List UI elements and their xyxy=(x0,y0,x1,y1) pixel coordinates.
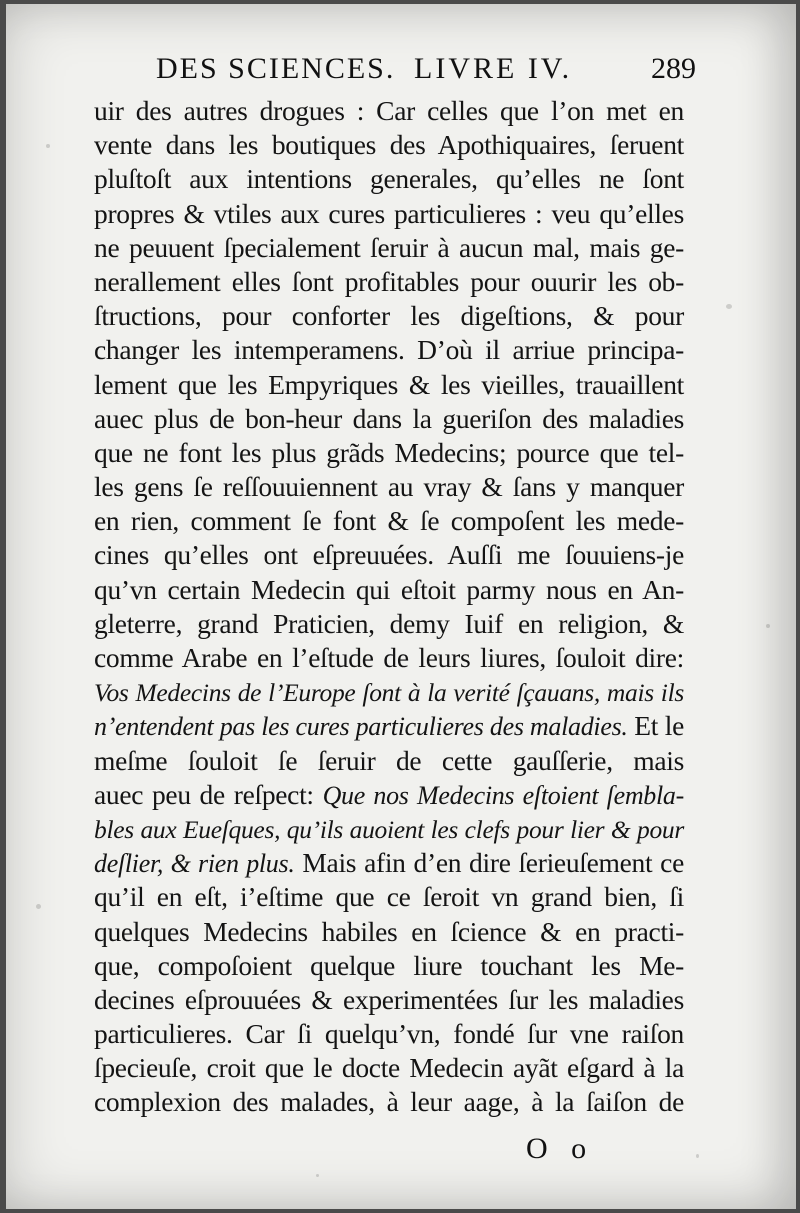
text-line xyxy=(94,983,684,1017)
text-line xyxy=(94,368,684,402)
text-line xyxy=(94,538,684,572)
text-segment: complexion des malades, à leur aage, à la ſaiſon de xyxy=(94,1086,684,1118)
text-line xyxy=(94,128,684,162)
text-line xyxy=(94,470,684,504)
text-line xyxy=(94,162,684,196)
text-segment: auec plus de bon-heur dans la gueriſon des maladies xyxy=(94,402,684,434)
text-segment: les gens ſe reſſouuiennent au vray & ſans y manquer xyxy=(94,471,684,503)
text-line xyxy=(94,949,684,983)
text-line xyxy=(94,915,684,949)
running-head xyxy=(156,52,696,92)
text-line xyxy=(94,333,684,367)
book-page xyxy=(6,4,796,1209)
running-head-title: DES SCIENCES. xyxy=(156,52,396,85)
text-segment: que, compoſoient quelque liure touchant les Me- xyxy=(94,949,684,981)
text-line xyxy=(94,197,684,231)
italic-segment: Vos Medecins de l’Europe ſont à la verité ſçauans, mais ils xyxy=(94,678,684,708)
text-segment: nerallement elles ſont profitables pour ouurir les ob- xyxy=(94,265,684,297)
running-head-book: LIVRE IV. xyxy=(414,52,573,85)
text-segment: propres & vtiles aux cures particulieres : veu qu’elles xyxy=(94,197,684,229)
text-line xyxy=(94,402,684,436)
italic-segment: deſlier, & rien plus. xyxy=(94,849,295,879)
text-segment: comme Arabe en l’eſtude de leurs liures, ſouloit dire: xyxy=(94,642,684,673)
text-line xyxy=(94,573,684,607)
text-segment: que ne font les plus grãds Medecins; pource que tel- xyxy=(94,436,684,468)
italic-segment: bles aux Eueſques, qu’ils auoient les clefs pour lier & pour xyxy=(94,814,684,844)
text-line xyxy=(94,436,684,470)
text-line xyxy=(94,709,684,743)
text-segment: pluſtoſt aux intentions generales, qu’elles ne ſont xyxy=(94,163,684,195)
text-segment: meſme ſouloit ſe ſeruir de cette gauſſerie, mais xyxy=(94,744,684,776)
text-line xyxy=(94,778,684,812)
text-segment: Et le xyxy=(627,710,684,742)
text-segment: ſtructions, pour conforter les digeſtions, & pour xyxy=(94,300,684,332)
text-segment: qu’il en eſt, i’eſtime que ce ſeroit vn grand bien, ſi xyxy=(94,881,684,913)
text-segment: lement que les Empyriques & les vieilles, trauaillent xyxy=(94,368,684,400)
italic-segment: Que nos Medecins eſtoient ſembla- xyxy=(322,780,684,810)
text-line xyxy=(94,675,684,709)
text-segment: changer les intemperamens. D’où il arriue principa- xyxy=(94,334,684,366)
paper-speck xyxy=(36,904,41,909)
text-line xyxy=(94,744,684,778)
text-segment: ſpecieuſe, croit que le docte Medecin ayãt eſgard à la xyxy=(94,1052,684,1084)
text-line xyxy=(94,812,684,846)
text-line xyxy=(94,880,684,914)
text-line xyxy=(94,1051,684,1085)
text-segment: qu’vn certain Medecin qui eſtoit parmy nous en An- xyxy=(94,573,684,605)
catchword: O o xyxy=(526,1132,595,1165)
paper-speck xyxy=(766,624,770,628)
text-segment: auec peu de reſpect: xyxy=(94,778,323,810)
text-segment: vente dans les boutiques des Apothiquaires, ſeruent xyxy=(94,129,684,161)
text-line xyxy=(94,299,684,333)
paper-speck xyxy=(46,144,50,148)
text-line xyxy=(94,231,684,265)
text-segment: en rien, comment ſe font & ſe compoſent les mede- xyxy=(94,505,684,537)
text-segment: Mais afin d’en dire ſerieuſement ce xyxy=(294,847,684,879)
text-line xyxy=(94,504,684,538)
paper-speck xyxy=(726,304,732,309)
text-line xyxy=(94,1017,684,1051)
text-line xyxy=(94,641,684,675)
text-line xyxy=(94,607,684,641)
text-line xyxy=(94,1085,684,1119)
text-segment: gleterre, grand Praticien, demy Iuif en religion, & xyxy=(94,607,684,639)
text-line xyxy=(94,265,684,299)
italic-segment: n’entendent pas les cures particulieres des maladies. xyxy=(94,712,628,742)
text-segment: uir des autres drogues : Car celles que l’on met en xyxy=(94,95,684,126)
body-text xyxy=(94,94,684,1120)
text-line xyxy=(94,94,684,128)
text-segment: quelques Medecins habiles en ſcience & en practi- xyxy=(94,915,684,947)
text-segment: particulieres. Car ſi quelqu’vn, fondé ſur vne raiſon xyxy=(94,1018,684,1050)
text-segment: decines eſprouuées & experimentées ſur les maladies xyxy=(94,983,684,1015)
text-segment: ne peuuent ſpecialement ſeruir à aucun mal, mais ge- xyxy=(94,231,684,263)
paper-speck xyxy=(696,1154,699,1158)
paper-speck xyxy=(316,1174,319,1177)
text-line xyxy=(94,846,684,880)
page-number: 289 xyxy=(651,52,696,85)
text-segment: cines qu’elles ont eſpreuuées. Auſſi me ſouuiens-je xyxy=(94,539,684,571)
